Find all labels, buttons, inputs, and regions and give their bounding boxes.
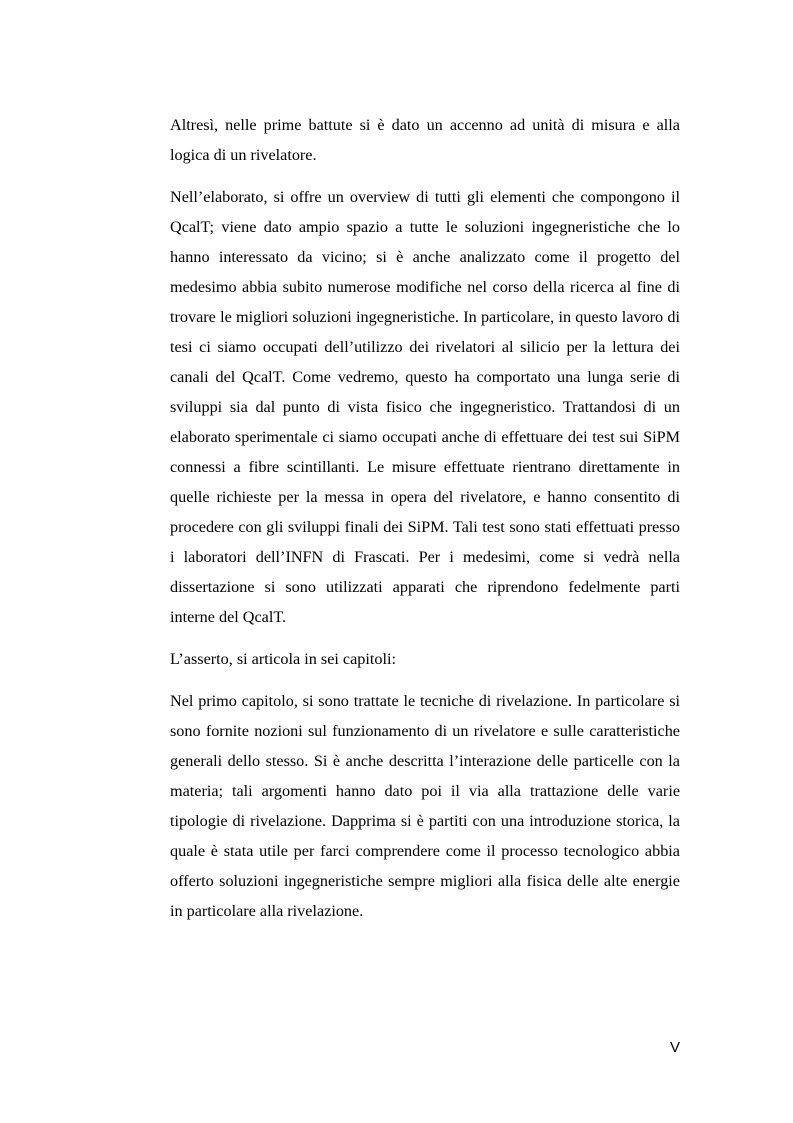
paragraph-chapter-one: Nel primo capitolo, si sono trattate le tecniche di rivelazione. In particolare si sono fornite nozioni sul funzionamento di un rivelatore e sulle caratteristiche generali dello stesso. Si è anche descritta l’interazione delle particelle con la materia; tali argomenti hanno dato poi il via alla trattazione delle varie tipologie di rivelazione. Dapprima si è partiti con una introduzione storica, la quale è stata utile per farci comprendere come il processo tecnologico abbia offerto soluzioni ingegneristiche sempre migliori alla fisica delle alte energie in particolare alla rivelazione. xyxy=(170,692,680,920)
paragraph-intro: Altresì, nelle prime battute si è dato un accenno ad unità di misura e alla logica di un rivelatore. xyxy=(170,116,680,164)
page-body xyxy=(170,110,680,938)
page-number: V xyxy=(669,1039,680,1056)
paragraph-structure: L’asserto, si articola in sei capitoli: xyxy=(170,650,396,668)
paragraph-overview: Nell’elaborato, si offre un overview di tutti gli elementi che compongono il QcalT; viene dato ampio spazio a tutte le soluzioni ingegneristiche che lo hanno interessato da vicino; si è anche analizzato come il progetto del medesimo abbia subito numerose modifiche nel corso della ricerca al fine di trovare le migliori soluzioni ingegneristiche. In particolare, in questo lavoro di tesi ci siamo occupati dell’utilizzo dei rivelatori al silicio per la lettura dei canali del QcalT. Come vedremo, questo ha comportato una lunga serie di sviluppi sia dal punto di vista fisico che ingegneristico. Trattandosi di un elaborato sperimentale ci siamo occupati anche di effettuare dei test sui SiPM connessi a fibre scintillanti. Le misure effettuate rientrano direttamente in quelle richieste per la messa in opera del rivelatore, e hanno consentito di procedere con gli sviluppi finali dei SiPM. Tali test sono stati effettuati presso i laboratori dell’INFN di Frascati. Per i medesimi, come si vedrà nella dissertazione si sono utilizzati apparati che riprendono fedelmente parti interne del QcalT. xyxy=(170,188,680,626)
